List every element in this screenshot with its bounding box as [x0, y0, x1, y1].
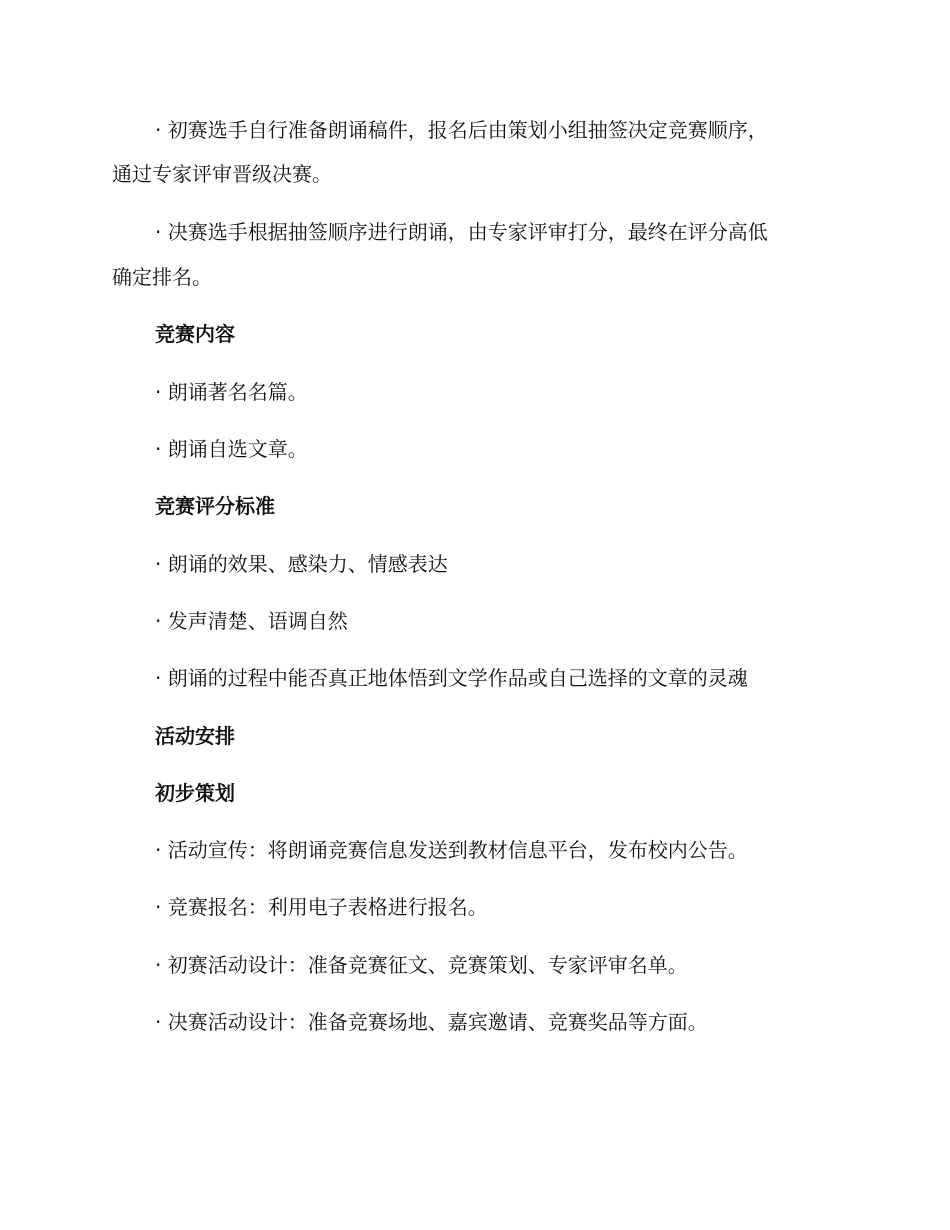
- heading-competition-content: 竞赛内容: [155, 322, 235, 346]
- list-item: · 初赛活动设计：准备竞赛征文、竞赛策划、专家评审名单。: [155, 953, 688, 977]
- heading-initial-planning: 初步策划: [155, 781, 235, 805]
- heading-activity-arrangement: 活动安排: [155, 724, 235, 748]
- paragraph-preliminary-line1: · 初赛选手自行准备朗诵稿件，报名后由策划小组抽签决定竞赛顺序，: [155, 118, 768, 142]
- list-item: · 朗诵自选文章。: [155, 437, 308, 461]
- list-item: · 发声清楚、语调自然: [155, 609, 348, 633]
- list-item: · 活动宣传：将朗诵竞赛信息发送到教材信息平台，发布校内公告。: [155, 838, 748, 862]
- list-item: · 竞赛报名：利用电子表格进行报名。: [155, 895, 488, 919]
- list-item: · 朗诵的过程中能否真正地体悟到文学作品或自己选择的文章的灵魂: [155, 666, 748, 690]
- heading-scoring-criteria: 竞赛评分标准: [155, 494, 275, 518]
- paragraph-final-line2: 确定排名。: [112, 265, 212, 289]
- paragraph-preliminary-line2: 通过专家评审晋级决赛。: [112, 162, 332, 186]
- paragraph-final-line1: · 决赛选手根据抽签顺序进行朗诵，由专家评审打分，最终在评分高低: [155, 220, 768, 244]
- list-item: · 朗诵的效果、感染力、情感表达: [155, 552, 448, 576]
- list-item: · 朗诵著名名篇。: [155, 380, 308, 404]
- list-item: · 决赛活动设计：准备竞赛场地、嘉宾邀请、竞赛奖品等方面。: [155, 1010, 708, 1034]
